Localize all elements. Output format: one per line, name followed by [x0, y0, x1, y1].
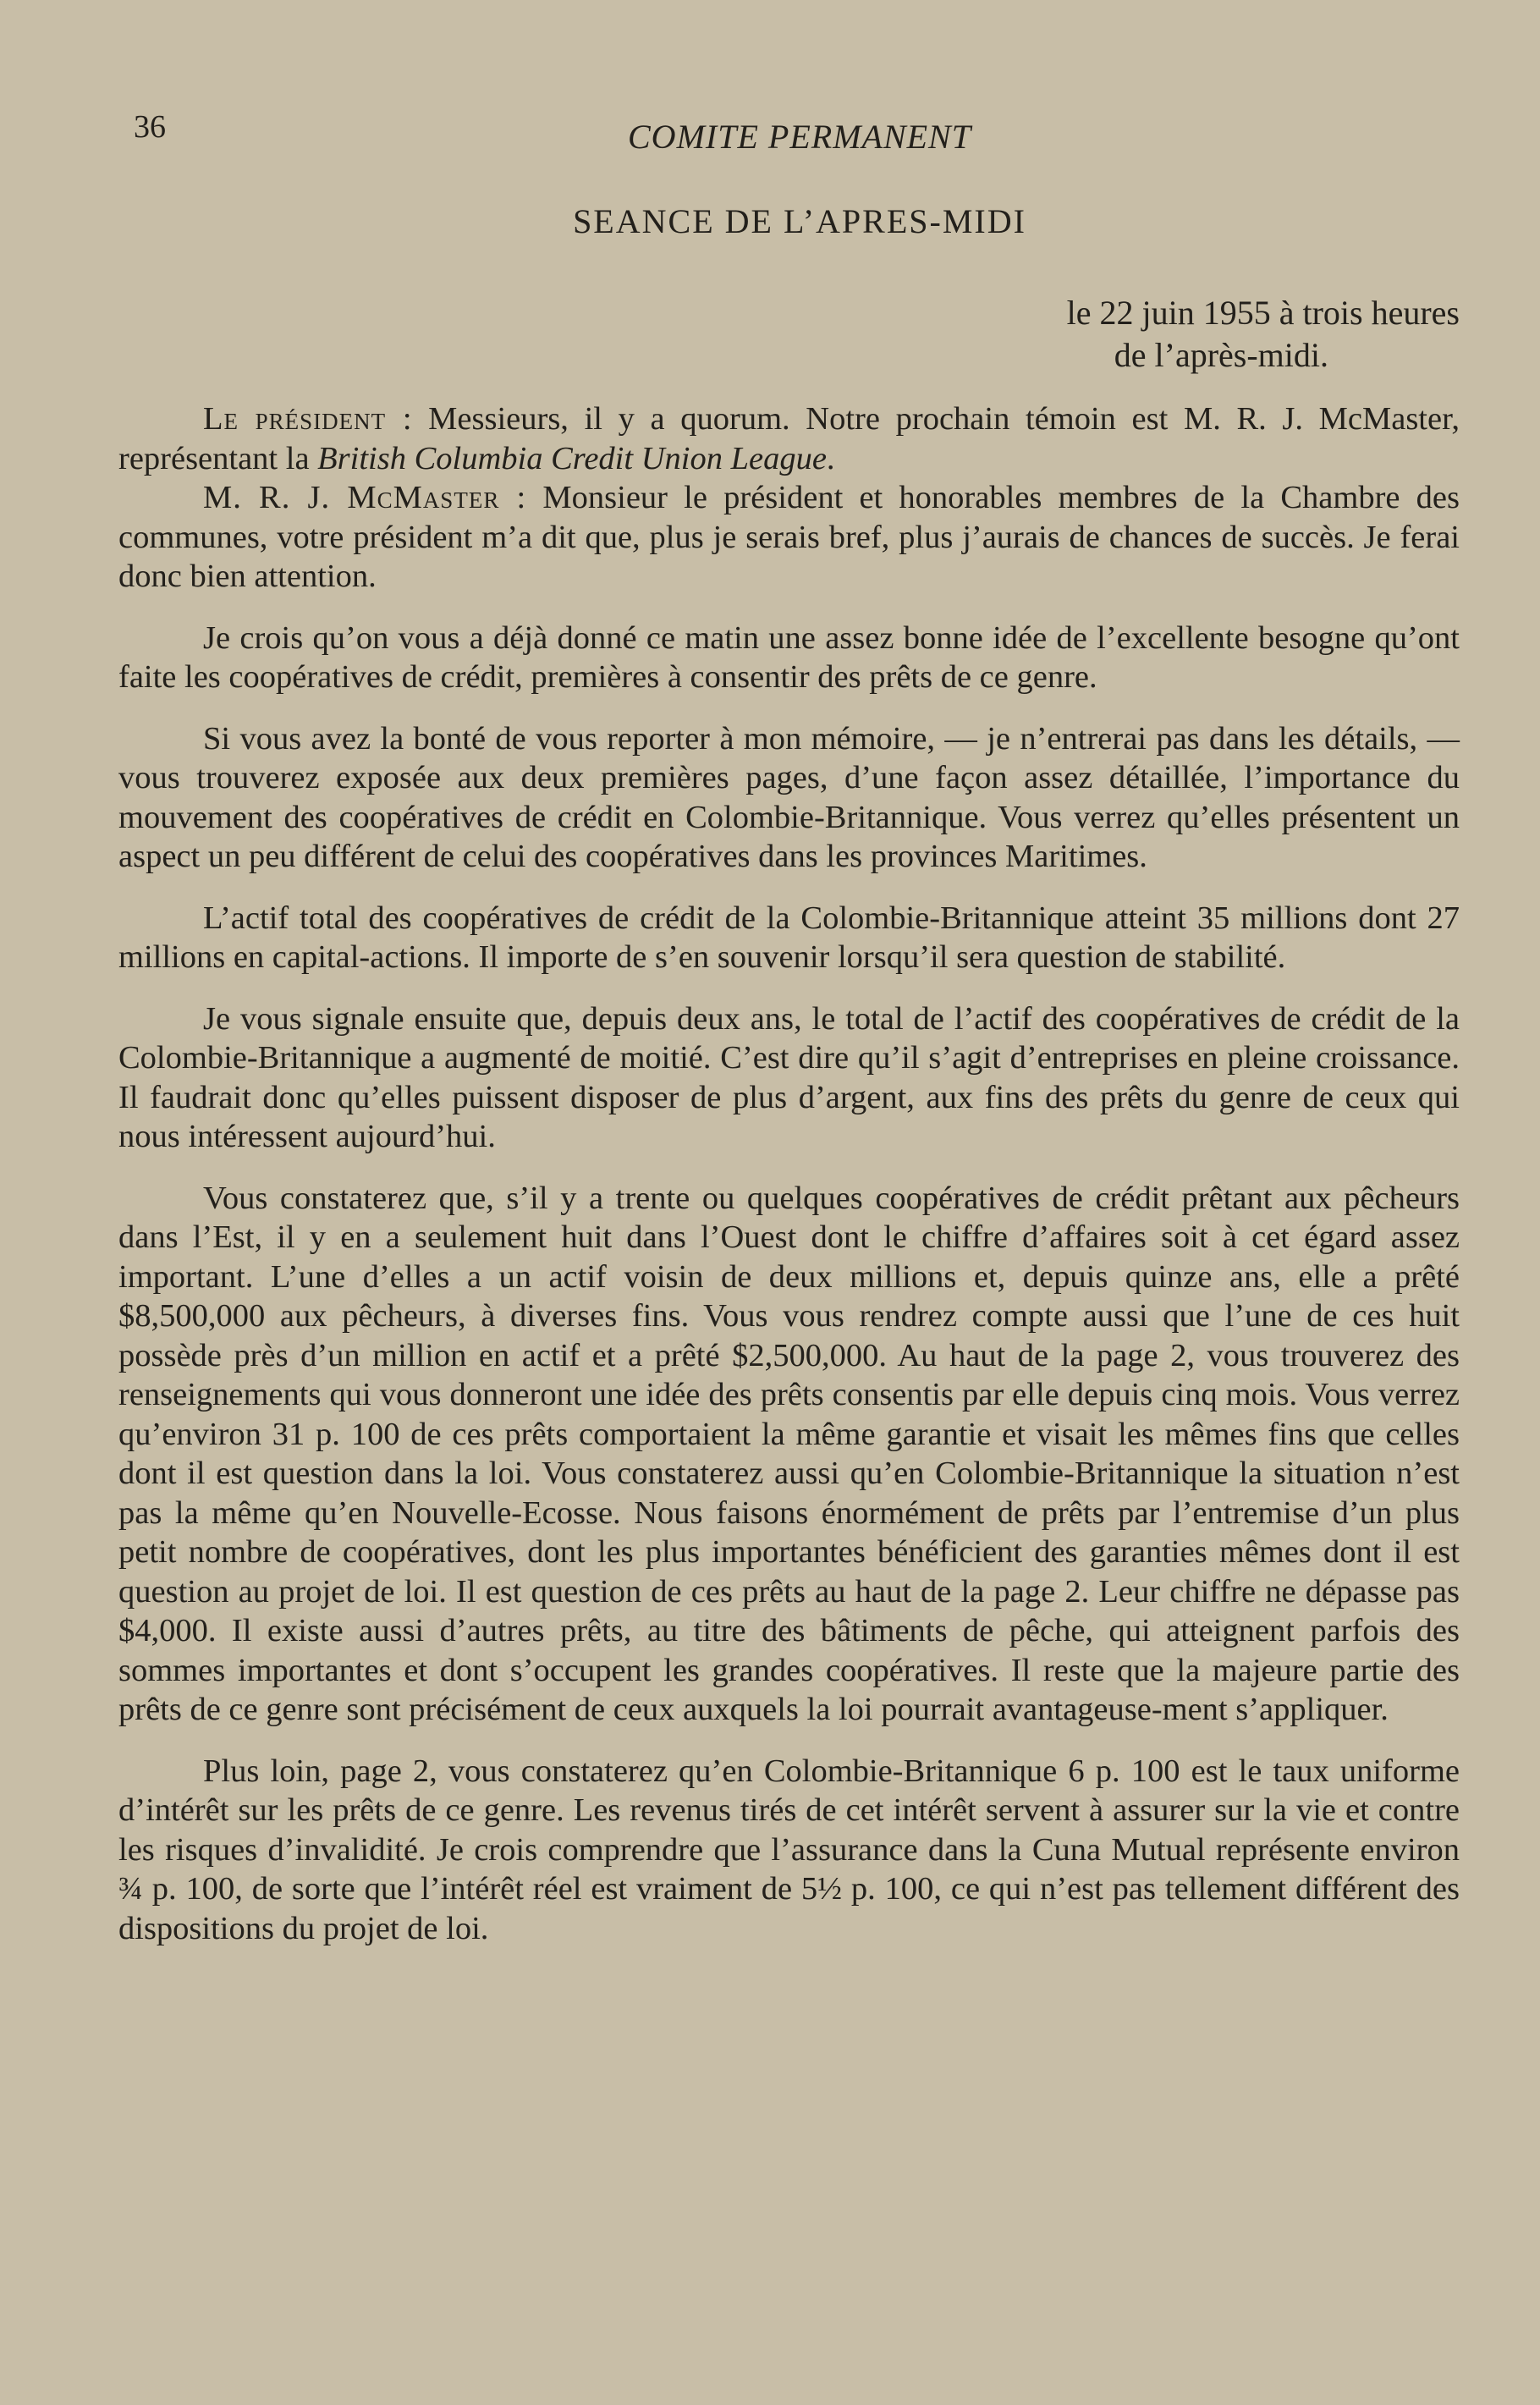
- dateline-line-2: de l’après-midi.: [1114, 336, 1328, 374]
- paragraph-text: Messieurs, il y a quorum. Notre prochain témoin est M. R. J. McMaster, représentant la: [118, 401, 1460, 476]
- dateline-line-1: le 22 juin 1955 à trois heures: [1066, 294, 1460, 332]
- paragraph-text: Monsieur le président et honorables membres de la Chambre des communes, votre président m’a dit que, plus je serais bref, plus j’aurais de chances de succès. Je ferai donc bien attention.: [118, 480, 1460, 594]
- page-number: 36: [134, 109, 166, 145]
- dateline: [918, 292, 1460, 377]
- paragraph: L’actif total des coopératives de crédit de la Colombie-Britannique atteint 35 millions dont 27 millions en capital-actions. Il importe de s’en souvenir lorsqu’il sera question de stabilité.: [118, 900, 1460, 975]
- paragraph: Si vous avez la bonté de vous reporter à mon mémoire, — je n’entrerai pas dans les détails, — vous trouverez exposée aux deux premières pages, d’une façon assez détaillée, l’importance du mouvement des coopératives de crédit en Colombie-Britannique. Vous verrez qu’elles présentent un aspect un peu différent de celui des coopératives dans les provinces Maritimes.: [118, 720, 1460, 874]
- paragraph-mcmaster: [118, 478, 1460, 597]
- paragraph: Je crois qu’on vous a déjà donné ce matin une assez bonne idée de l’excellente besogne qu’ont faite les coopératives de crédit, premières à consentir des prêts de ce genre.: [118, 619, 1460, 695]
- paragraph-president: [118, 399, 1460, 478]
- paragraph: Plus loin, page 2, vous constaterez qu’en Colombie-Britannique 6 p. 100 est le taux uniforme d’intérêt sur les prêts de ce genre. Les revenus tirés de cet intérêt servent à assurer sur la vie et contre les risques d’invalidité. Je crois comprendre que l’assurance dans la Cuna Mutual représente environ ¾ p. 100, de sorte que l’intérêt réel est vraiment de 5½ p. 100, ce qui n’est pas tellement différent des dispositions du projet de loi.: [118, 1753, 1460, 1946]
- body-text: [118, 399, 1460, 1970]
- paragraph-text-end: .: [826, 440, 835, 476]
- paragraph: Vous constaterez que, s’il y a trente ou quelques coopératives de crédit prêtant aux pêcheurs dans l’Est, il y en a seulement huit dans l’Ouest dont le chiffre d’affaires soit à cet égard assez important. L’une d’elles a un actif voisin de deux millions et, depuis quinze ans, elle a prêté $8,500,000 aux pêcheurs, à diverses fins. Vous vous rendrez compte aussi que l’une de ces huit possède près d’un million en actif et a prêté $2,500,000. Au haut de la page 2, vous trouverez des renseignements qui vous donneront une idée des prêts consentis par elle depuis cinq mois. Vous verrez qu’environ 31 p. 100 de ces prêts comportaient la même garantie et visait les mêmes fins que celles dont il est question dans la loi. Vous constaterez aussi qu’en Colombie-Britannique la situation n’est pas la même qu’en Nouvelle-Ecosse. Nous faisons énormément de prêts par l’entremise d’un plus petit nombre de coopératives, dont les plus importantes bénéficient des garanties mêmes dont il est question au projet de loi. Il est question de ces prêts au haut de la page 2. Leur chiffre ne dépasse pas $4,000. Il existe aussi d’autres prêts, au titre des bâtiments de pêche, qui atteignent parfois des sommes importantes et dont s’occupent les grandes coopératives. Il reste que la majeure partie des prêts de ce genre sont précisément de ceux auxquels la loi pourrait avantageuse-ment s’appliquer.: [118, 1180, 1460, 1727]
- running-head: COMITE PERMANENT: [628, 118, 971, 156]
- speaker-name: M. R. J. McMaster :: [203, 480, 527, 515]
- section-title: SEANCE DE L’APRES-MIDI: [573, 202, 1026, 240]
- organization-name: British Columbia Credit Union League: [317, 440, 827, 476]
- paragraph: Je vous signale ensuite que, depuis deux ans, le total de l’actif des coopératives de crédit de la Colombie-Britannique a augmenté de moitié. C’est dire qu’il s’agit d’entreprises en pleine croissance. Il faudrait donc qu’elles puissent disposer de plus d’argent, aux fins des prêts du genre de ceux qui nous intéressent aujourd’hui.: [118, 1000, 1460, 1154]
- speaker-name: Le président :: [203, 401, 413, 437]
